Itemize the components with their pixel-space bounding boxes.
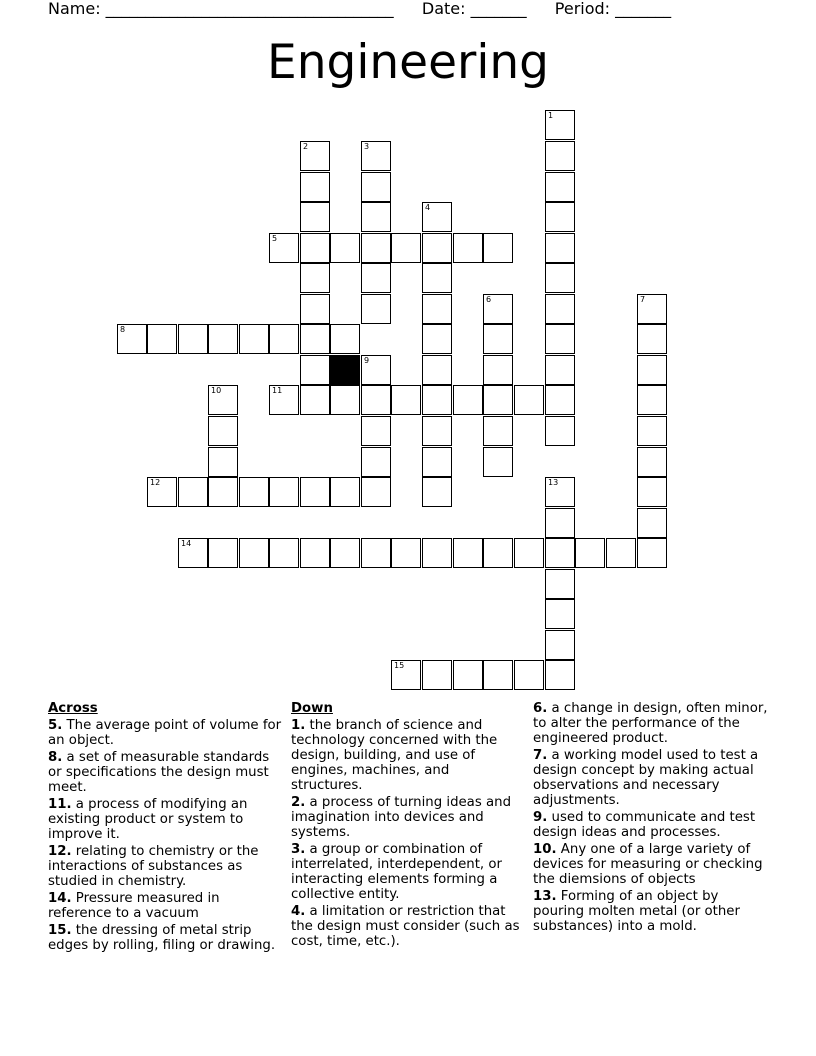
grid-cell[interactable] [637, 508, 667, 538]
clue-text: a limitation or restriction that the design must consider (such as cost, time, etc.). [291, 904, 520, 949]
grid-cell[interactable] [453, 538, 483, 568]
clue-text: the dressing of metal strip edges by rolling, filing or drawing. [48, 923, 276, 953]
grid-cell[interactable] [361, 202, 391, 232]
grid-cell[interactable] [239, 324, 269, 354]
grid-cell[interactable] [422, 416, 452, 446]
grid-cell[interactable] [391, 538, 421, 568]
grid-cell[interactable] [361, 477, 391, 507]
grid-cell[interactable] [483, 447, 513, 477]
grid-cell[interactable] [300, 477, 330, 507]
grid-cell[interactable] [422, 233, 452, 263]
clue [291, 904, 523, 949]
grid-cell[interactable] [606, 538, 636, 568]
grid-cell[interactable] [453, 385, 483, 415]
clue [533, 889, 773, 934]
grid-cell[interactable] [545, 202, 575, 232]
grid-cell[interactable] [453, 233, 483, 263]
clue-number: 7 [640, 295, 646, 304]
grid-cell[interactable] [178, 324, 208, 354]
grid-cell[interactable] [545, 508, 575, 538]
grid-cell[interactable] [545, 569, 575, 599]
clue-number-label: 1. [291, 718, 306, 733]
grid-cell[interactable] [361, 447, 391, 477]
grid-cell[interactable] [269, 324, 299, 354]
grid-cell[interactable] [637, 324, 667, 354]
grid-cell[interactable] [545, 263, 575, 293]
clue-number-label: 14. [48, 891, 72, 906]
grid-cell[interactable] [545, 660, 575, 690]
grid-cell[interactable] [300, 294, 330, 324]
grid-cell[interactable] [422, 324, 452, 354]
grid-cell[interactable] [422, 538, 452, 568]
name-field-label: Name: ____________________________________ [48, 0, 394, 18]
clue-number: 6 [486, 295, 492, 304]
clue [48, 797, 284, 842]
grid-cell[interactable] [300, 263, 330, 293]
grid-cell[interactable] [391, 385, 421, 415]
grid-cell[interactable] [300, 355, 330, 385]
grid-cell[interactable] [545, 385, 575, 415]
grid-cell[interactable] [361, 141, 391, 171]
grid-cell[interactable] [330, 538, 360, 568]
grid-cell[interactable] [637, 416, 667, 446]
grid-cell[interactable] [545, 141, 575, 171]
grid-cell[interactable] [361, 385, 391, 415]
grid-cell[interactable] [453, 660, 483, 690]
grid-cell[interactable] [361, 538, 391, 568]
clue-text: a process of turning ideas and imagination into devices and systems. [291, 795, 512, 840]
grid-cell[interactable] [361, 172, 391, 202]
grid-cell[interactable] [637, 355, 667, 385]
grid-cell[interactable] [483, 538, 513, 568]
grid-cell[interactable] [637, 477, 667, 507]
clue-number-label: 15. [48, 923, 72, 938]
clue [48, 718, 284, 748]
grid-cell[interactable] [637, 294, 667, 324]
grid-cell[interactable] [208, 477, 238, 507]
grid-cell[interactable] [300, 324, 330, 354]
grid-cell[interactable] [483, 385, 513, 415]
clue-number-label: 9. [533, 810, 548, 825]
clue-text: a process of modifying an existing product or system to improve it. [48, 797, 248, 842]
grid-cell[interactable] [514, 660, 544, 690]
grid-cell[interactable] [422, 447, 452, 477]
grid-cell[interactable] [269, 233, 299, 263]
period-field-label: Period: _______ [554, 0, 672, 18]
grid-cell[interactable] [300, 233, 330, 263]
clue [291, 718, 523, 793]
grid-cell[interactable] [483, 416, 513, 446]
grid-cell[interactable] [483, 233, 513, 263]
clue-number: 11 [272, 386, 283, 395]
clue [48, 923, 284, 953]
clue-number: 1 [548, 111, 554, 120]
grid-cell[interactable] [483, 355, 513, 385]
clue-number: 4 [425, 203, 431, 212]
grid-cell[interactable] [483, 324, 513, 354]
clue-number: 15 [394, 661, 405, 670]
clue-number-label: 10. [533, 842, 557, 857]
clue-number-label: 12. [48, 844, 72, 859]
grid-cell[interactable] [637, 447, 667, 477]
clue-number-label: 7. [533, 748, 548, 763]
grid-cell[interactable] [208, 324, 238, 354]
clue-number: 10 [211, 386, 222, 395]
grid-cell[interactable] [330, 324, 360, 354]
grid-cell[interactable] [422, 294, 452, 324]
grid-cell[interactable] [575, 538, 605, 568]
grid-cell[interactable] [269, 477, 299, 507]
clue-number-label: 11. [48, 797, 72, 812]
grid-cell[interactable] [300, 172, 330, 202]
grid-cell[interactable] [208, 447, 238, 477]
across-clue-list [48, 718, 284, 953]
grid-cell[interactable] [545, 110, 575, 140]
clue-number: 12 [150, 478, 161, 487]
grid-cell[interactable] [178, 538, 208, 568]
down-heading: Down [291, 701, 333, 716]
puzzle-title: Engineering [267, 35, 549, 90]
across-clues-column [48, 701, 284, 955]
grid-cell[interactable] [637, 538, 667, 568]
clue-number-label: 13. [533, 889, 557, 904]
grid-cell[interactable] [545, 599, 575, 629]
grid-cell[interactable] [361, 416, 391, 446]
clue-text: the branch of science and technology concerned with the design, building, and use of engines, machines, and structures. [291, 718, 498, 793]
grid-cell[interactable] [483, 294, 513, 324]
grid-cell[interactable] [422, 477, 452, 507]
grid-cell[interactable] [422, 202, 452, 232]
across-heading: Across [48, 701, 98, 716]
clue-text: a set of measurable standards or specifications the design must meet. [48, 750, 270, 795]
header-fields [48, 0, 671, 18]
grid-cell[interactable] [637, 385, 667, 415]
clue-number-label: 4. [291, 904, 306, 919]
grid-cell[interactable] [300, 538, 330, 568]
grid-cell[interactable] [545, 416, 575, 446]
grid-cell[interactable] [545, 324, 575, 354]
grid-cell[interactable] [361, 355, 391, 385]
grid-cell[interactable] [361, 233, 391, 263]
grid-cell[interactable] [545, 294, 575, 324]
clue-number-label: 3. [291, 842, 306, 857]
clue-number: 8 [120, 325, 126, 334]
grid-cell[interactable] [208, 416, 238, 446]
grid-cell[interactable] [269, 385, 299, 415]
clue-text: Forming of an object by pouring molten metal (or other substances) into a mold. [533, 889, 740, 934]
down-clue-list [291, 718, 523, 949]
grid-cell[interactable] [239, 477, 269, 507]
clue [48, 750, 284, 795]
grid-cell[interactable] [330, 233, 360, 263]
down-clues-column-continued [533, 701, 773, 936]
clue [533, 842, 773, 887]
clue-text: The average point of volume for an object. [48, 718, 282, 748]
clue [533, 701, 773, 746]
clue-number: 2 [303, 142, 309, 151]
blocked-cell [330, 355, 360, 385]
grid-cell[interactable] [422, 660, 452, 690]
grid-cell[interactable] [300, 141, 330, 171]
grid-cell[interactable] [269, 538, 299, 568]
grid-cell[interactable] [147, 477, 177, 507]
grid-cell[interactable] [545, 172, 575, 202]
clue-number-label: 8. [48, 750, 63, 765]
grid-cell[interactable] [545, 233, 575, 263]
grid-cell[interactable] [422, 263, 452, 293]
grid-cell[interactable] [300, 202, 330, 232]
clue [533, 810, 773, 840]
clue [48, 844, 284, 889]
clue-number: 5 [272, 234, 278, 243]
grid-cell[interactable] [545, 538, 575, 568]
clue-number-label: 5. [48, 718, 63, 733]
grid-cell[interactable] [361, 294, 391, 324]
grid-cell[interactable] [330, 385, 360, 415]
clue [291, 795, 523, 840]
clue-text: a change in design, often minor, to alter the performance of the engineered product. [533, 701, 768, 746]
grid-cell[interactable] [117, 324, 147, 354]
grid-cell[interactable] [514, 385, 544, 415]
down-clue-list-continued [533, 701, 773, 934]
clue-number: 14 [181, 539, 192, 548]
clue [533, 748, 773, 808]
clue-text: used to communicate and test design ideas and processes. [533, 810, 756, 840]
grid-cell[interactable] [208, 538, 238, 568]
grid-cell[interactable] [330, 477, 360, 507]
grid-cell[interactable] [545, 630, 575, 660]
down-clues-column [291, 701, 523, 951]
grid-cell[interactable] [514, 538, 544, 568]
clue-text: Any one of a large variety of devices for measuring or checking the diemsions of objects [533, 842, 763, 887]
clue-number-label: 6. [533, 701, 548, 716]
grid-cell[interactable] [147, 324, 177, 354]
grid-cell[interactable] [422, 355, 452, 385]
clue-text: a group or combination of interrelated, interdependent, or interacting elements forming a collective entity. [291, 842, 502, 902]
grid-cell[interactable] [239, 538, 269, 568]
clue-text: a working model used to test a design concept by making actual observations and necessary adjustments. [533, 748, 759, 808]
clue-number-label: 2. [291, 795, 306, 810]
clue-number: 9 [364, 356, 370, 365]
clue-number: 3 [364, 142, 370, 151]
date-field-label: Date: _______ [421, 0, 527, 18]
clue-text: relating to chemistry or the interactions of substances as studied in chemistry. [48, 844, 259, 889]
grid-cell[interactable] [208, 385, 238, 415]
grid-cell[interactable] [300, 385, 330, 415]
grid-cell[interactable] [391, 660, 421, 690]
grid-cell[interactable] [545, 477, 575, 507]
clue [48, 891, 284, 921]
grid-cell[interactable] [422, 385, 452, 415]
clue-number: 13 [548, 478, 559, 487]
clue-text: Pressure measured in reference to a vacuum [48, 891, 220, 921]
grid-cell[interactable] [361, 263, 391, 293]
grid-cell[interactable] [178, 477, 208, 507]
grid-cell[interactable] [483, 660, 513, 690]
grid-cell[interactable] [545, 355, 575, 385]
clue [291, 842, 523, 902]
grid-cell[interactable] [391, 233, 421, 263]
